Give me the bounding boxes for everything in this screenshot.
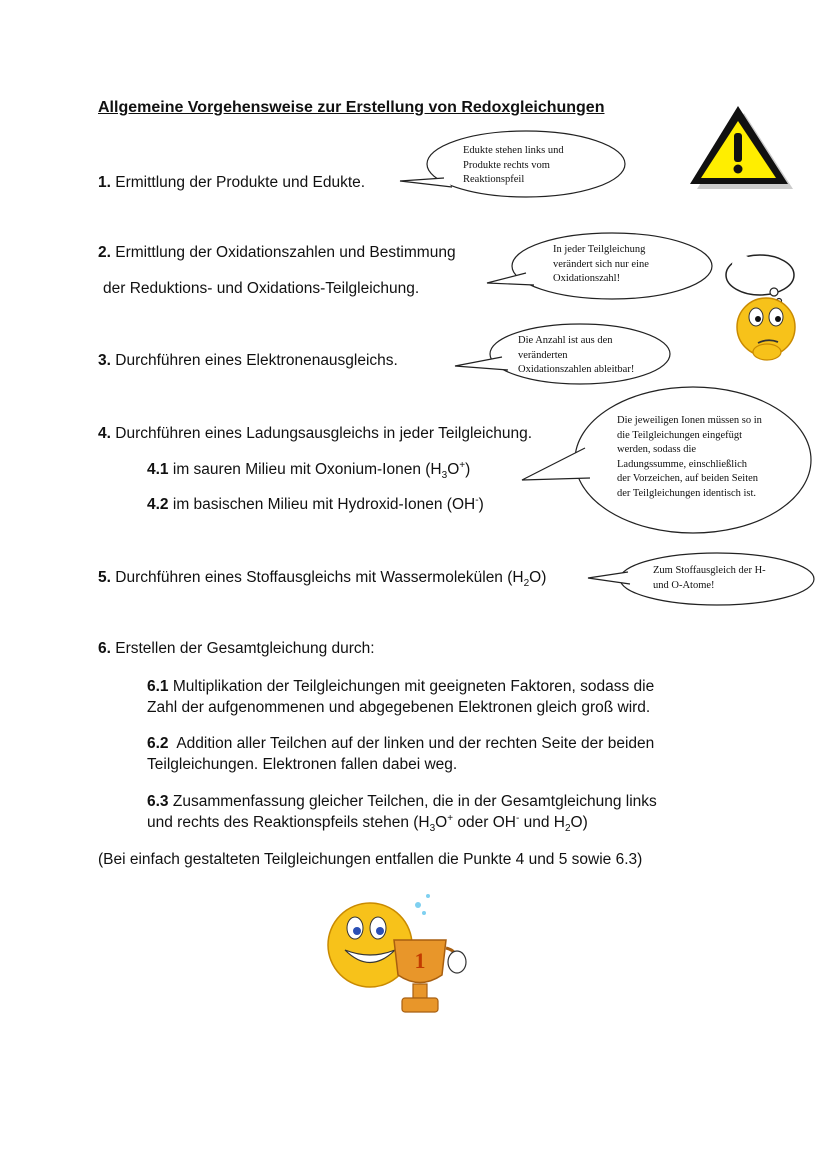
speech-bubble-4-text xyxy=(617,414,762,501)
step-5 xyxy=(98,568,546,588)
step-number: 6. xyxy=(98,640,111,657)
speech-bubble-5-text xyxy=(653,564,766,593)
bubble-line: Zum Stoffausgleich der H- xyxy=(653,565,766,576)
step-6-2 xyxy=(147,733,654,775)
step-4-1 xyxy=(147,459,470,480)
trophy-number: 1 xyxy=(414,948,426,973)
bubble-line: werden, sodass die xyxy=(617,444,697,455)
step-3 xyxy=(98,351,398,371)
step-number: 5. xyxy=(98,569,111,586)
step-text: Teilgleichungen. Elektronen fallen dabei weg. xyxy=(147,756,458,773)
bubble-line: In jeder Teilgleichung xyxy=(553,244,646,255)
bubble-line: Produkte rechts vom xyxy=(463,159,550,171)
subscript: 2 xyxy=(523,578,530,590)
superscript: - xyxy=(515,812,520,824)
step-1 xyxy=(98,173,365,193)
step-6 xyxy=(98,639,375,659)
step-text: Erstellen der Gesamtgleichung durch: xyxy=(115,640,375,657)
step-text: Multiplikation der Teilgleichungen mit geeigneten Faktoren, sodass die xyxy=(172,678,655,695)
step-text: Durchführen eines Ladungsausgleichs in jeder Teilgleichung. xyxy=(115,425,533,442)
step-number: 6.3 xyxy=(147,793,169,810)
formula-part: oder OH xyxy=(453,814,516,831)
bubble-line: Die Anzahl ist aus den xyxy=(518,335,613,346)
formula-part: und H xyxy=(519,814,565,831)
formula-part: ) xyxy=(465,461,471,478)
step-number: 4.1 xyxy=(147,461,169,478)
subscript: 3 xyxy=(429,823,436,835)
step-number: 4.2 xyxy=(147,496,169,513)
superscript: - xyxy=(475,494,479,506)
step-4-2 xyxy=(147,494,484,515)
superscript: + xyxy=(447,812,454,824)
step-text: und rechts des Reaktionspfeils stehen (H xyxy=(147,814,430,831)
formula-part: O) xyxy=(570,814,588,831)
bubble-line: Oxidationszahl! xyxy=(553,273,621,284)
step-number: 1. xyxy=(98,174,111,191)
step-text: Durchführen eines Stoffausgleichs mit Wassermolekülen (H xyxy=(115,569,524,586)
step-text: Ermittlung der Oxidationszahlen und Bestimmung xyxy=(115,244,456,261)
bubble-line: veränderten xyxy=(518,349,568,361)
step-number: 6.1 xyxy=(147,678,169,695)
speech-bubble-1-text xyxy=(463,144,564,188)
step-number: 6.2 xyxy=(147,735,169,752)
step-text: im basischen Milieu mit Hydroxid-Ionen (OH xyxy=(172,496,476,513)
bubble-line: der Teilgleichungen identisch ist. xyxy=(617,487,757,499)
step-text: Zahl der aufgenommenen und abgegebenen Elektronen gleich groß wird. xyxy=(147,699,651,716)
formula-part: ) xyxy=(478,496,484,513)
bubble-line: Edukte stehen links und xyxy=(463,145,564,156)
superscript: + xyxy=(459,459,466,471)
step-text: Durchführen eines Elektronenausgleichs. xyxy=(115,352,398,369)
step-text: im sauren Milieu mit Oxonium-Ionen (H xyxy=(172,461,442,478)
step-2-line-2: der Reduktions- und Oxidations-Teilgleichung. xyxy=(103,280,420,297)
footnote: (Bei einfach gestalteten Teilgleichungen entfallen die Punkte 4 und 5 sowie 6.3) xyxy=(98,851,643,868)
bubble-line: der Vorzeichen, auf beiden Seiten xyxy=(617,473,759,484)
step-text: Ermittlung der Produkte und Edukte. xyxy=(115,174,366,191)
step-6-3 xyxy=(147,791,657,833)
step-number: 2. xyxy=(98,244,111,261)
trophy-smiley-icon xyxy=(328,894,466,1012)
step-number: 3. xyxy=(98,352,111,369)
step-2 xyxy=(98,243,456,263)
bubble-line: Ladungssumme, einschließlich xyxy=(617,458,748,470)
bubble-line: und O-Atome! xyxy=(653,579,715,591)
formula-part: O) xyxy=(529,569,547,586)
bubble-line: Reaktionspfeil xyxy=(463,174,525,185)
bubble-line: Oxidationszahlen ableitbar! xyxy=(518,364,635,375)
subscript: 2 xyxy=(564,823,571,835)
speech-bubble-2-text xyxy=(553,243,649,287)
speech-bubble-3-text xyxy=(518,334,634,378)
bubble-line: die Teilgleichungen eingefügt xyxy=(617,429,743,441)
formula-part: O xyxy=(435,814,448,831)
subscript: 3 xyxy=(441,470,448,482)
bubble-line: verändert sich nur eine xyxy=(553,258,649,270)
bubble-line: Die jeweiligen Ionen müssen so in xyxy=(617,415,762,426)
step-6-1 xyxy=(147,676,654,718)
step-text: Zusammenfassung gleicher Teilchen, die in der Gesamtgleichung links xyxy=(172,793,657,810)
page-title: Allgemeine Vorgehensweise zur Erstellung von Redoxgleichungen xyxy=(98,99,605,116)
step-number: 4. xyxy=(98,425,111,442)
step-4 xyxy=(98,424,532,444)
thinking-smiley-icon xyxy=(726,255,795,360)
step-text: Addition aller Teilchen auf der linken und der rechten Seite der beiden xyxy=(176,735,655,752)
formula-part: O xyxy=(447,461,460,478)
warning-sign-icon xyxy=(690,106,793,189)
